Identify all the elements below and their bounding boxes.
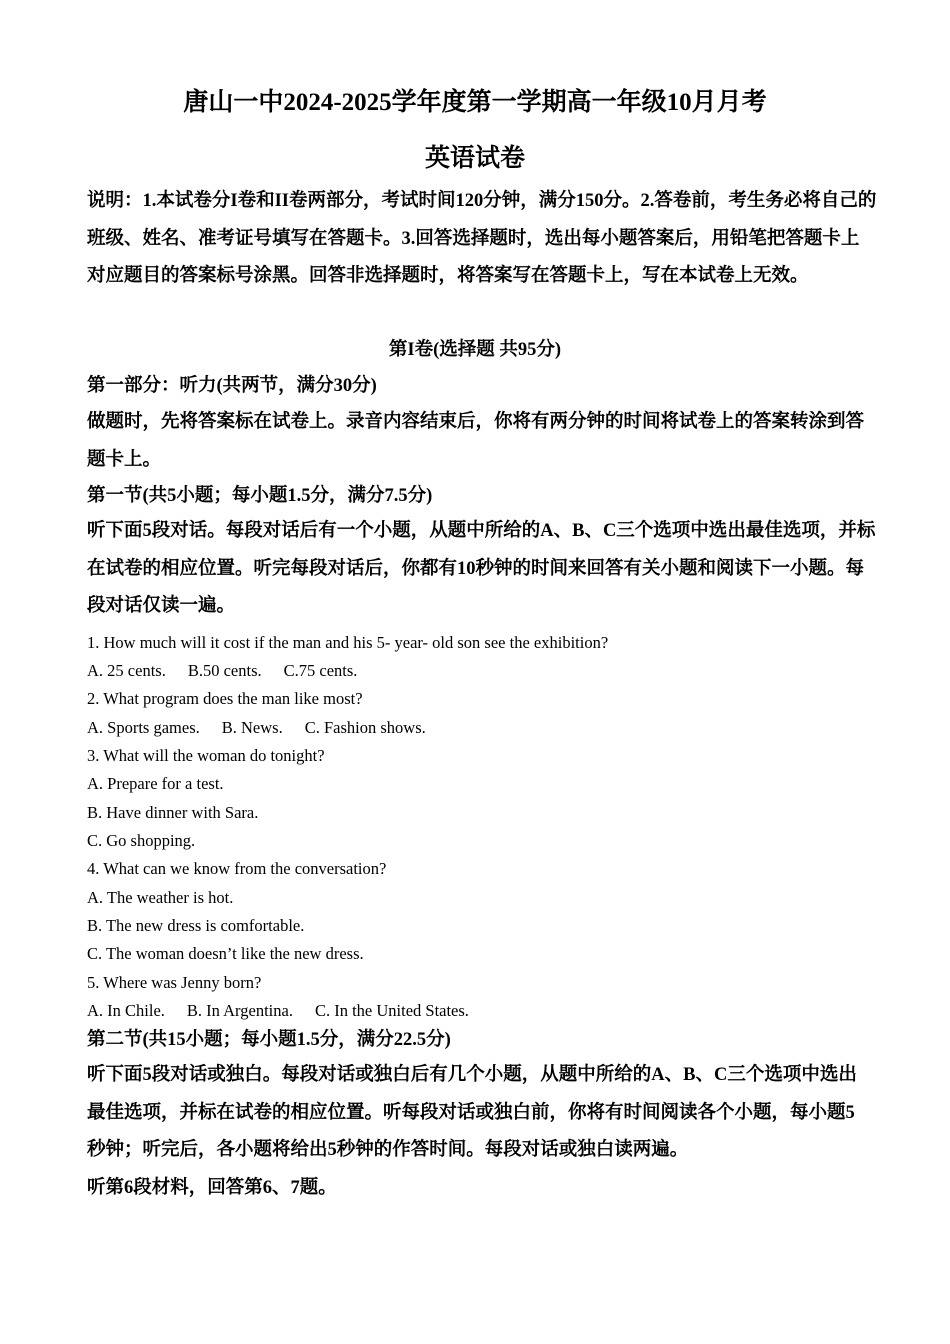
- question-1-stem: 1. How much will it cost if the man and his 5- year- old son see the exhibition?: [87, 633, 609, 652]
- option: A. Sports games.: [87, 718, 200, 737]
- section1-intro: 听下面5段对话。每段对话后有一个小题，从题中所给的A、B、C三个选项中选出最佳选项，并标在试卷的相应位置。听完每段对话后，你都有10秒钟的时间来回答有关小题和阅读下一小题。每段对话仅读一遍。: [87, 521, 876, 616]
- question-4-stem: 4. What can we know from the conversation?: [87, 859, 387, 878]
- instructions-paragraph: 说明：1.本试卷分I卷和II卷两部分，考试时间120分钟，满分150分。2.答卷前，考生务必将自己的班级、姓名、准考证号填写在答题卡。3.回答选择题时，选出每小题答案后，用铅笔把答题卡上对应题目的答案标号涂黑。回答非选择题时，将答案写在答题卡上，写在本试卷上无效。: [87, 191, 877, 286]
- option: A. In Chile.: [87, 1001, 165, 1020]
- part1-heading: 第一部分：听力(共两节，满分30分): [87, 376, 377, 396]
- section2-heading: 第二节(共15小题；每小题1.5分，满分22.5分): [87, 1030, 451, 1050]
- section1-heading: 第一节(共5小题；每小题1.5分，满分7.5分): [87, 486, 433, 506]
- question-2-stem: 2. What program does the man like most?: [87, 689, 363, 708]
- question-3-option-b: B. Have dinner with Sara.: [87, 803, 259, 822]
- question-5-options: [87, 999, 469, 1023]
- section2-intro: 听下面5段对话或独白。每段对话或独白后有几个小题，从题中所给的A、B、C三个选项中选出最佳选项，并标在试卷的相应位置。听每段对话或独白前，你将有时间阅读各个小题，每小题5秒钟；听完后，各小题将给出5秒钟的作答时间。每段对话或独白读两遍。: [87, 1065, 857, 1160]
- question-3-stem: 3. What will the woman do tonight?: [87, 746, 325, 765]
- option: A. 25 cents.: [87, 661, 166, 680]
- option: C. Fashion shows.: [304, 718, 426, 737]
- question-4-option-a: A. The weather is hot.: [87, 888, 234, 907]
- option: C.75 cents.: [283, 661, 358, 680]
- question-1-options: [87, 659, 357, 683]
- question-3-option-c: C. Go shopping.: [87, 831, 196, 850]
- exam-subtitle: 英语试卷: [424, 145, 525, 172]
- exam-title: 唐山一中2024-2025学年度第一学期高一年级10月月考: [183, 89, 767, 116]
- option: B. News.: [221, 718, 283, 737]
- option: B.50 cents.: [187, 661, 262, 680]
- question-4-option-c: C. The woman doesn’t like the new dress.: [87, 944, 364, 963]
- option: B. In Argentina.: [186, 1001, 293, 1020]
- question-2-options: [87, 716, 426, 740]
- material-6-heading: 听第6段材料，回答第6、7题。: [87, 1178, 337, 1198]
- question-3-option-a: A. Prepare for a test.: [87, 774, 224, 793]
- question-5-stem: 5. Where was Jenny born?: [87, 973, 262, 992]
- volume1-heading: 第I卷(选择题 共95分): [388, 340, 562, 360]
- question-4-option-b: B. The new dress is comfortable.: [87, 916, 305, 935]
- part1-intro: 做题时，先将答案标在试卷上。录音内容结束后，你将有两分钟的时间将试卷上的答案转涂到答题卡上。: [87, 412, 865, 470]
- option: C. In the United States.: [314, 1001, 469, 1020]
